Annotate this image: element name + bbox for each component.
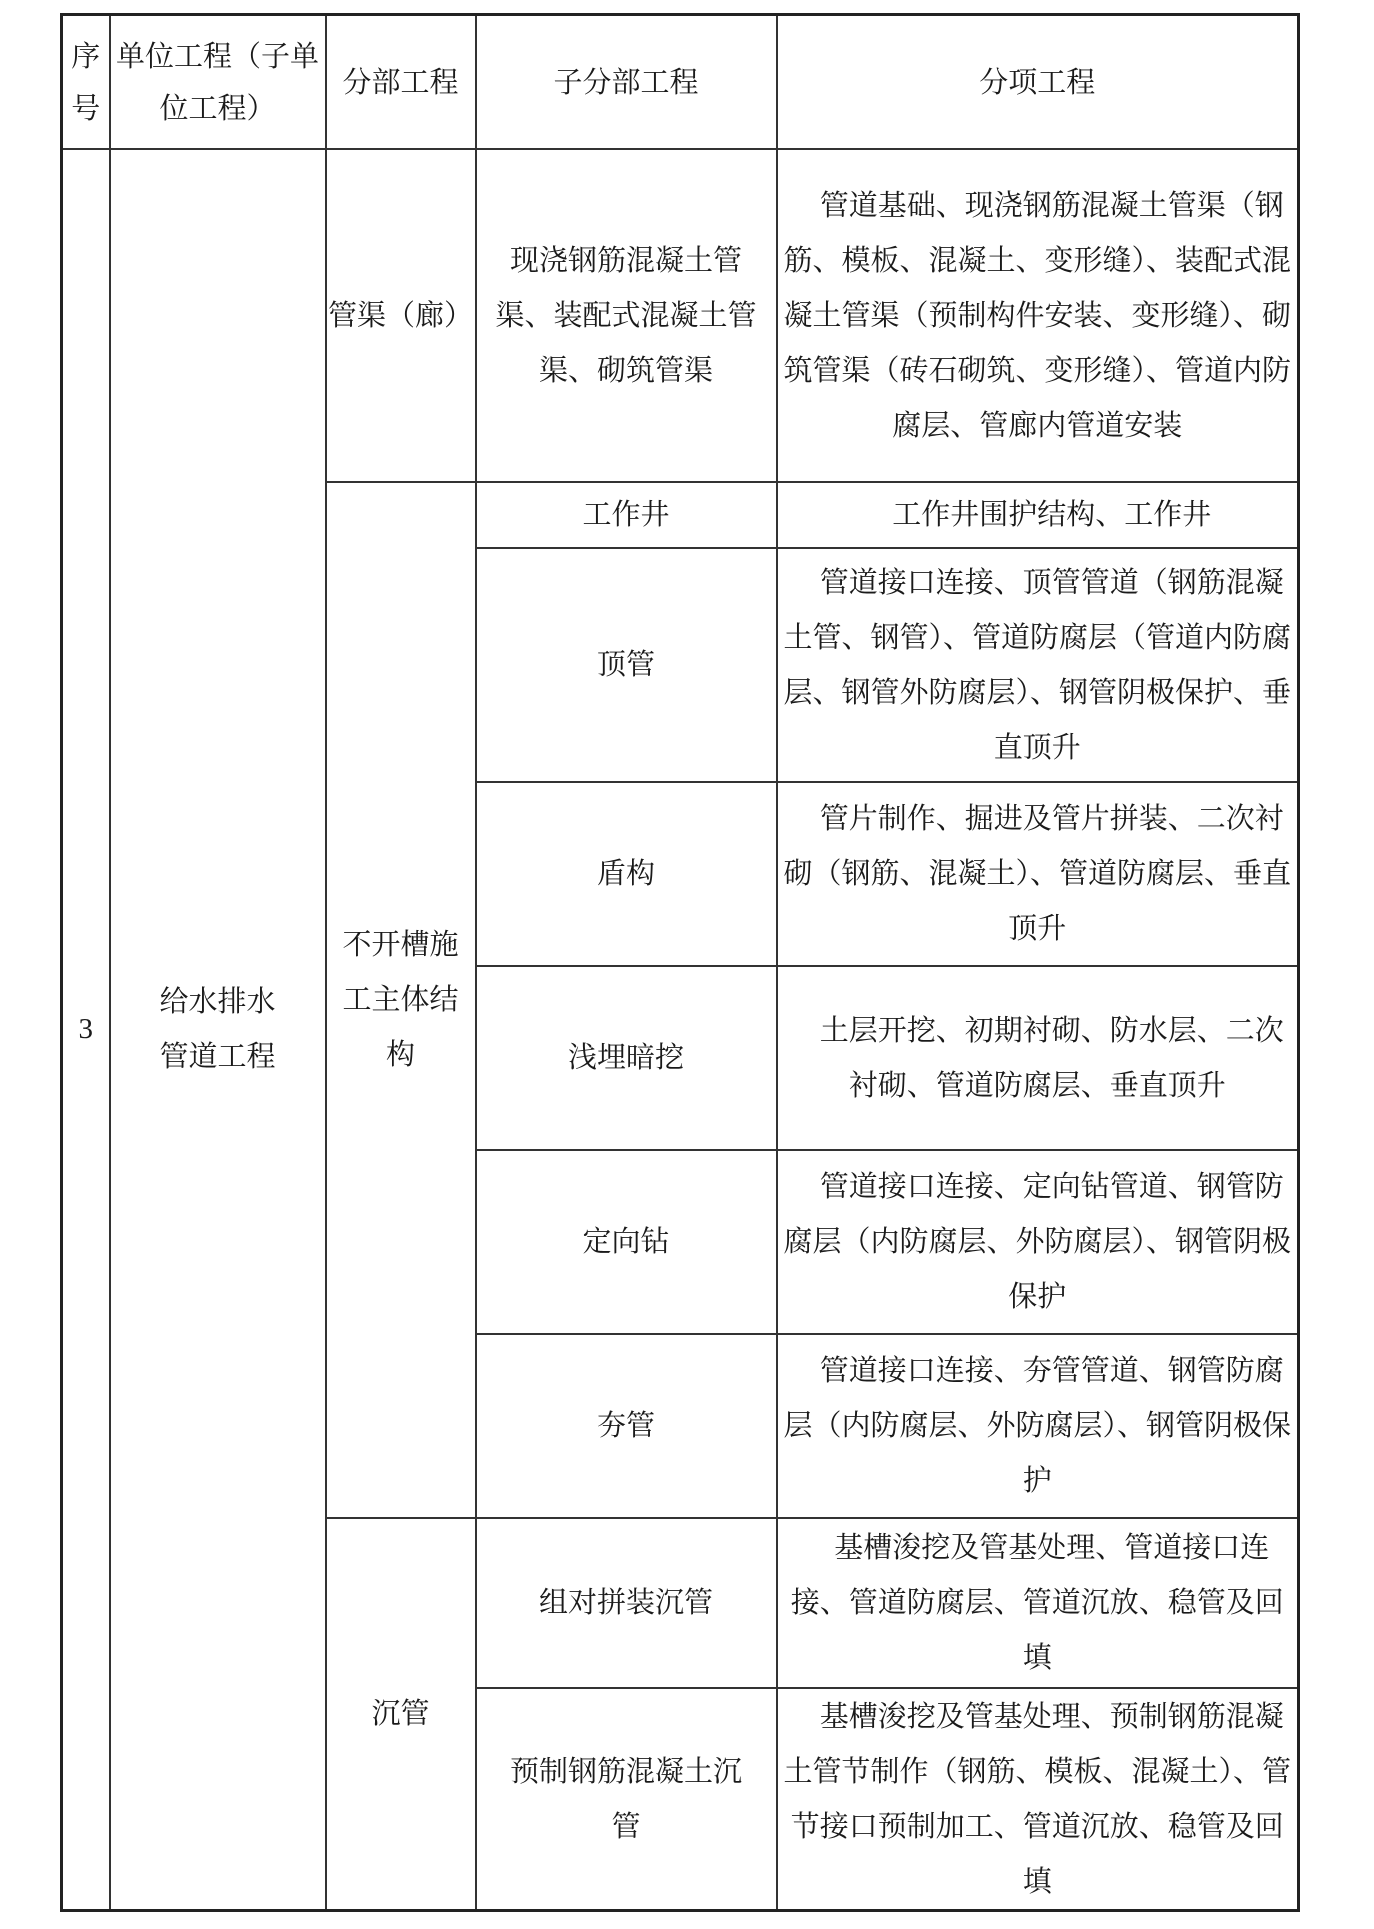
header-items: 分项工程 — [777, 15, 1299, 149]
subdivision-cell: 预制钢筋混凝土沉管 — [476, 1688, 777, 1911]
items-cell: 管道基础、现浇钢筋混凝土管渠（钢筋、模板、混凝土、变形缝）、装配式混凝土管渠（预制构件安装、变形缝）、砌筑管渠（砖石砌筑、变形缝）、管道内防腐层、管廊内管道安装 — [777, 149, 1299, 482]
unit-project-cell: 给水排水管道工程 — [110, 149, 326, 1911]
subdivision-cell: 夯管 — [476, 1334, 777, 1518]
subdivision-cell: 组对拼装沉管 — [476, 1518, 777, 1688]
items-cell: 管道接口连接、定向钻管道、钢管防腐层（内防腐层、外防腐层）、钢管阴极保护 — [777, 1150, 1299, 1334]
division-cell: 不开槽施工主体结构 — [326, 482, 476, 1518]
header-division: 分部工程 — [326, 15, 476, 149]
subdivision-cell: 顶管 — [476, 548, 777, 782]
subdivision-cell: 盾构 — [476, 782, 777, 966]
header-seq: 序号 — [62, 15, 110, 149]
items-cell: 管道接口连接、顶管管道（钢筋混凝土管、钢管）、管道防腐层（管道内防腐层、钢管外防腐层）、钢管阴极保护、垂直顶升 — [777, 548, 1299, 782]
items-cell: 管片制作、掘进及管片拼装、二次衬砌（钢筋、混凝土）、管道防腐层、垂直顶升 — [777, 782, 1299, 966]
items-cell: 基槽浚挖及管基处理、管道接口连接、管道防腐层、管道沉放、稳管及回填 — [777, 1518, 1299, 1688]
division-cell: 沉管 — [326, 1518, 476, 1911]
division-cell: 管渠（廊） — [326, 149, 476, 482]
subdivision-cell: 定向钻 — [476, 1150, 777, 1334]
engineering-division-table — [60, 13, 1300, 1912]
subdivision-cell: 工作井 — [476, 482, 777, 548]
subdivision-cell: 浅埋暗挖 — [476, 966, 777, 1150]
items-cell: 基槽浚挖及管基处理、预制钢筋混凝土管节制作（钢筋、模板、混凝土）、管节接口预制加工、管道沉放、稳管及回填 — [777, 1688, 1299, 1911]
seq-cell: 3 — [62, 149, 110, 1911]
subdivision-cell: 现浇钢筋混凝土管渠、装配式混凝土管渠、砌筑管渠 — [476, 149, 777, 482]
table-row — [62, 149, 1299, 482]
header-subdivision: 子分部工程 — [476, 15, 777, 149]
header-row — [62, 15, 1299, 149]
header-unit-project: 单位工程（子单位工程） — [110, 15, 326, 149]
items-cell: 工作井围护结构、工作井 — [777, 482, 1299, 548]
items-cell: 土层开挖、初期衬砌、防水层、二次衬砌、管道防腐层、垂直顶升 — [777, 966, 1299, 1150]
items-cell: 管道接口连接、夯管管道、钢管防腐层（内防腐层、外防腐层）、钢管阴极保护 — [777, 1334, 1299, 1518]
